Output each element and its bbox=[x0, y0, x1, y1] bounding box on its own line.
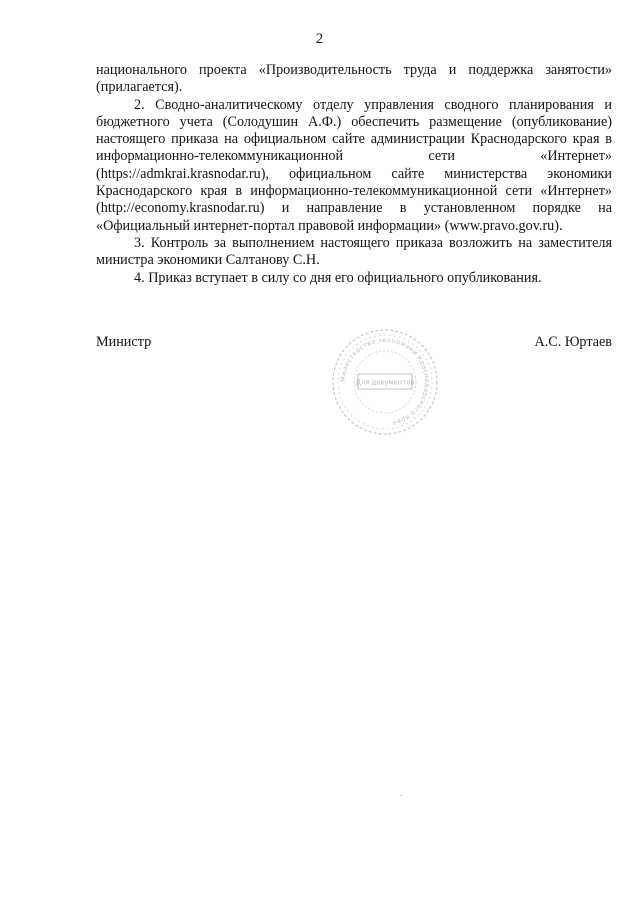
page-number: 2 bbox=[315, 31, 324, 47]
seal-center-text: Для документов bbox=[355, 378, 415, 387]
signatory-position: Министр bbox=[96, 334, 152, 350]
scan-artifact bbox=[400, 795, 402, 796]
paragraph-item-2: 2. Сводно-аналитическому отделу управления сводного планирования и бюджетного учета (Солодушин А.Ф.) обеспечить размещение (опубликование) настоящего приказа на официальном сайте администрации Краснодарского края в информационно-телекоммуникационной сети «Интернет» (https://admkrai.krasnodar.ru), официальном сайте министерства экономики Краснодарского края в информационно-телекоммуникационной сети «Интернет» (http://economy.krasnodar.ru) и направление в установленном порядке на «Официальный интернет-портал правовой информации» (www.pravo.gov.ru). bbox=[96, 96, 612, 234]
paragraph-item-4: 4. Приказ вступает в силу со дня его официального опубликования. bbox=[134, 269, 542, 286]
signatory-name: А.С. Юртаев bbox=[534, 334, 612, 350]
seal-ring-textpath: Министерство экономики Краснодарского края bbox=[338, 335, 432, 428]
official-seal-stamp bbox=[330, 327, 440, 437]
paragraph-continuation: национального проекта «Производительность труда и поддержка занятости» (прилагается). bbox=[96, 62, 612, 96]
paragraph-item-3: 3. Контроль за выполнением настоящего приказа возложить на заместителя министра экономики Салтанову С.Н. bbox=[96, 234, 612, 269]
document-body bbox=[96, 62, 612, 287]
